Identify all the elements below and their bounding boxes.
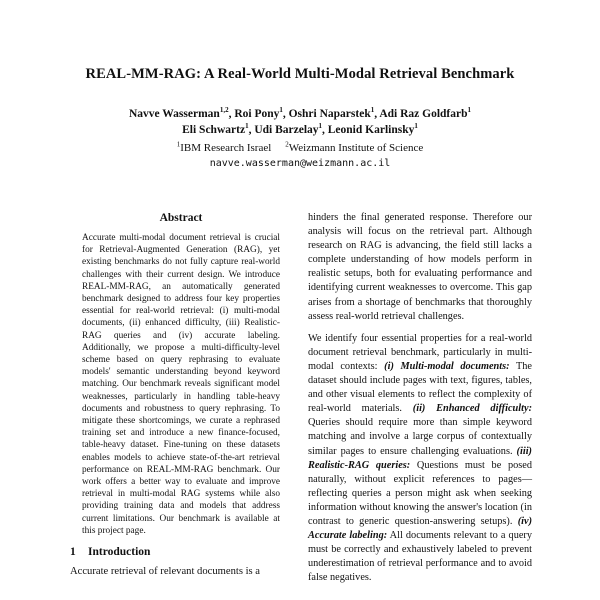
body-paragraph-properties bbox=[308, 332, 532, 586]
author-affil-mark: 1 bbox=[467, 106, 472, 115]
author-name: Oshri Naparstek bbox=[288, 108, 371, 120]
property-label-i: (i) Multi-modal documents: bbox=[384, 360, 510, 372]
author-line-2 bbox=[0, 122, 600, 138]
author-affil-mark: 1,2 bbox=[219, 106, 229, 115]
author-separator: , bbox=[374, 108, 380, 120]
property-label-iii: (iii) Realistic-RAG queries: bbox=[308, 445, 532, 471]
affiliation-name: Weizmann Institute of Science bbox=[288, 142, 424, 154]
abstract-text: Accurate multi-modal document retrieval is crucial for Retrieval-Augmented Generation (RAG), yet existing benchmarks do not fully capture real-world challenges with their current design. We introduce REAL-MM-RAG, an automatically generated benchmark designed to address four key properties essential for real-world retrieval: (i) multi-modal documents, (ii) enhanced difficulty, (iii) Realistic-RAG queries and (iv) accurate labeling. Additionally, we propose a multi-difficulty-level scheme based on query rephrasing to evaluate models' semantic understanding beyond keyword matching. Our benchmark reveals significant model weaknesses, particularly in handling table-heavy documents and robustness to query rephrasing. To mitigate these shortcomings, we curate a rephrased training set and introduce a new finance-focused, table-heavy dataset. Fine-tuning on these datasets enables models to achieve state-of-the-art retrieval performance on REAL-MM-RAG benchmark. Our work offers a better way to evaluate and improve retrieval in multi-modal RAG systems while also providing training data and models that address current limitations. Our benchmark is available at this project page. bbox=[82, 233, 280, 536]
author-email[interactable]: navve.wasserman@weizmann.ac.il bbox=[209, 158, 391, 169]
section-number: 1 bbox=[70, 546, 76, 559]
introduction-first-line: Accurate retrieval of relevant documents is a bbox=[70, 566, 261, 578]
author-affil-mark: 1 bbox=[245, 122, 249, 131]
affil-mark: 1 bbox=[176, 140, 181, 149]
author-line-1 bbox=[0, 106, 600, 122]
author-affil-mark: 1 bbox=[279, 106, 283, 115]
left-column bbox=[70, 212, 292, 579]
paper-title: REAL-MM-RAG: A Real-World Multi-Modal Retrieval Benchmark bbox=[85, 66, 515, 82]
property-label-ii: (ii) Enhanced difficulty: bbox=[412, 403, 532, 415]
author-separator: , bbox=[322, 124, 328, 136]
author-list bbox=[0, 106, 600, 138]
abstract-heading: Abstract bbox=[159, 212, 203, 224]
author-name: Adi Raz Goldfarb bbox=[379, 108, 468, 120]
author-name: Leonid Karlinsky bbox=[327, 124, 415, 136]
property-text-iii: Questions must be posed naturally, without explicit references to pages—reflecting queries a person might ask when seeking information without knowing the answer's location (in contrast to generic question-answering setups). bbox=[308, 459, 532, 527]
author-affil-mark: 1 bbox=[370, 106, 375, 115]
body-paragraph: hinders the final generated response. Therefore our analysis will focus on the retrieval part. Although research on RAG is advancing, the field still lacks a complete understanding of how models perform in realistic setups, both for evaluating performance and identifying current weaknesses to overcome. This gap arises from a shortage of benchmarks that thoroughly assess real-world retrieval challenges. bbox=[308, 212, 532, 322]
affiliation-name: IBM Research Israel bbox=[180, 142, 272, 154]
author-name: Navve Wasserman bbox=[128, 108, 220, 120]
author-name: Roi Pony bbox=[234, 108, 280, 120]
section-heading-introduction bbox=[70, 546, 292, 558]
affiliations bbox=[0, 141, 600, 156]
author-separator: , bbox=[282, 108, 289, 120]
property-label-iv: (iv) Accurate labeling: bbox=[308, 515, 532, 542]
affil-mark: 2 bbox=[285, 140, 289, 149]
section-title: Introduction bbox=[88, 546, 151, 559]
author-separator: , bbox=[228, 108, 235, 120]
author-affil-mark: 1 bbox=[318, 122, 323, 131]
right-column bbox=[308, 211, 532, 585]
author-name: Eli Schwartz bbox=[182, 124, 246, 136]
author-separator: , bbox=[248, 124, 255, 136]
author-affil-mark: 1 bbox=[414, 122, 418, 131]
paragraph-intro: We identify four essential properties for a real-world document retrieval benchmark, particularly in multi-modal contexts: bbox=[308, 332, 532, 372]
property-text-iv: All documents relevant to a query must be correctly and exhaustively labeled to prevent underestimation of retrieval performance and to avoid false negatives. bbox=[308, 530, 532, 584]
author-name: Udi Barzelay bbox=[254, 124, 319, 136]
property-text-ii: Queries should require more than simple keyword matching and involve a large corpus of contextually similar pages to ensure challenging evaluations. bbox=[308, 417, 532, 457]
property-text-i: The dataset should include pages with text, figures, tables, and other visual elements to reflect the complexity of real-world materials. bbox=[308, 360, 532, 415]
